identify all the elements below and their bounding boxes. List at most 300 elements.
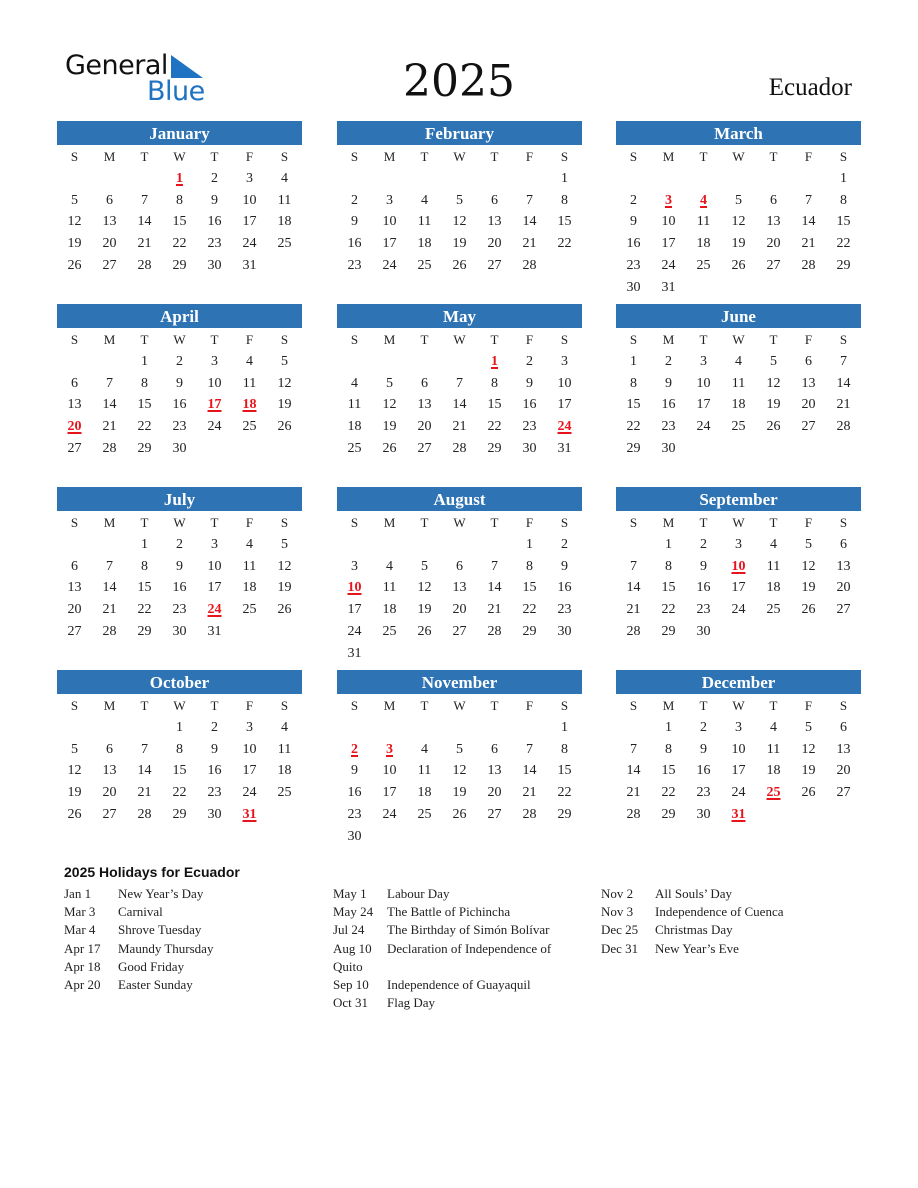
day-cell: 25 (382, 623, 397, 639)
day-cell: 2 (526, 354, 533, 369)
holiday-name-continuation: Quito (333, 958, 363, 974)
day-cell: 20 (67, 602, 82, 618)
day-cell: 22 (626, 419, 641, 435)
empty-day-cell (721, 621, 756, 643)
holiday-list-item (333, 994, 551, 1012)
day-cell: 28 (836, 419, 851, 435)
day-cell: 18 (696, 236, 711, 252)
day-cell: 5 (456, 192, 463, 208)
day-cell: 19 (452, 236, 467, 252)
empty-day-cell (197, 438, 232, 460)
day-cell: 15 (661, 580, 676, 596)
week-row (337, 577, 582, 599)
weekday-label: F (525, 515, 534, 531)
day-cell: 25 (277, 785, 292, 801)
day-cell: 10 (242, 741, 257, 757)
day-cell: 26 (731, 257, 746, 273)
weekday-label: F (245, 515, 254, 531)
day-cell: 1 (141, 354, 148, 369)
empty-day-cell (791, 804, 826, 826)
day-cell: 3 (561, 354, 568, 369)
week-row (337, 621, 582, 643)
weekday-label: S (280, 149, 289, 165)
week-row (337, 168, 582, 190)
week-row (616, 438, 861, 460)
day-cell: 20 (102, 236, 117, 252)
empty-day-cell (267, 438, 302, 460)
day-cell: 19 (67, 785, 82, 801)
empty-day-cell (57, 351, 92, 373)
empty-day-cell (547, 643, 582, 665)
weekday-label: F (804, 149, 813, 165)
day-cell: 7 (526, 192, 533, 208)
weekday-label: T (769, 515, 778, 531)
empty-day-cell (92, 168, 127, 190)
day-cell: 31 (207, 623, 222, 639)
day-cell: 19 (801, 763, 816, 779)
day-cell: 27 (836, 602, 851, 618)
holiday-day-cell: 31 (242, 806, 257, 822)
week-row (337, 373, 582, 395)
day-cell: 10 (242, 192, 257, 208)
day-cell: 28 (626, 806, 641, 822)
week-row (57, 351, 302, 373)
day-cell: 22 (557, 785, 572, 801)
day-cell: 21 (137, 236, 152, 252)
weekday-label: S (350, 332, 359, 348)
day-cell: 4 (770, 720, 777, 735)
day-cell: 8 (561, 741, 568, 757)
day-cell: 27 (487, 806, 502, 822)
week-row (337, 211, 582, 233)
empty-day-cell (442, 826, 477, 848)
week-row (57, 556, 302, 578)
weekday-label: S (560, 149, 569, 165)
holiday-day-cell: 3 (386, 741, 393, 757)
empty-day-cell (92, 351, 127, 373)
holiday-day-cell: 24 (207, 602, 222, 618)
holiday-day-cell: 17 (207, 397, 222, 413)
day-cell: 21 (522, 785, 537, 801)
empty-day-cell (407, 351, 442, 373)
logo-text-blue: Blue (147, 76, 205, 107)
day-cell: 16 (207, 763, 222, 779)
day-cell: 24 (382, 257, 397, 273)
weekday-label: T (769, 332, 778, 348)
holiday-date: Mar 3 (64, 904, 96, 920)
day-cell: 26 (801, 602, 816, 618)
month-december (616, 670, 861, 826)
day-cell: 20 (801, 397, 816, 413)
day-cell: 18 (382, 602, 397, 618)
empty-day-cell (337, 351, 372, 373)
day-cell: 22 (661, 785, 676, 801)
weekday-label: T (490, 332, 499, 348)
weekday-label: S (70, 149, 79, 165)
day-cell: 14 (626, 763, 641, 779)
month-header: September (616, 487, 861, 511)
holiday-name: Independence of Guayaquil (387, 977, 531, 993)
empty-day-cell (756, 804, 791, 826)
day-cell: 4 (246, 354, 253, 369)
day-cell: 31 (557, 440, 572, 456)
day-cell: 22 (137, 602, 152, 618)
holiday-list-item (333, 903, 551, 921)
empty-day-cell (337, 717, 372, 739)
day-cell: 18 (417, 236, 432, 252)
day-cell: 6 (840, 537, 847, 552)
empty-day-cell (57, 717, 92, 739)
empty-day-cell (686, 277, 721, 299)
day-cell: 29 (557, 806, 572, 822)
holiday-list-item (601, 885, 784, 903)
empty-day-cell (721, 438, 756, 460)
week-row (57, 211, 302, 233)
day-cell: 2 (176, 354, 183, 369)
day-cell: 28 (522, 806, 537, 822)
day-cell: 17 (242, 763, 257, 779)
weekday-label: F (525, 149, 534, 165)
weekday-label: F (525, 698, 534, 714)
day-cell: 25 (417, 257, 432, 273)
empty-day-cell (756, 438, 791, 460)
empty-day-cell (826, 438, 861, 460)
day-cell: 18 (766, 763, 781, 779)
empty-day-cell (267, 621, 302, 643)
weekday-label: T (420, 515, 429, 531)
day-cell: 1 (665, 720, 672, 735)
week-row (57, 394, 302, 416)
month-header: May (337, 304, 582, 328)
day-cell: 23 (696, 785, 711, 801)
day-cell: 23 (522, 419, 537, 435)
day-cell: 30 (557, 623, 572, 639)
day-cell: 23 (207, 236, 222, 252)
day-cell: 14 (626, 580, 641, 596)
empty-day-cell (372, 351, 407, 373)
day-cell: 26 (452, 257, 467, 273)
day-cell: 28 (487, 623, 502, 639)
day-cell: 11 (731, 375, 746, 391)
day-cell: 12 (277, 375, 292, 391)
week-row (616, 621, 861, 643)
holiday-date: Dec 31 (601, 940, 639, 956)
day-cell: 27 (67, 623, 82, 639)
day-cell: 22 (557, 236, 572, 252)
day-cell: 30 (696, 806, 711, 822)
day-cell: 4 (421, 741, 428, 757)
holiday-list-item (64, 903, 213, 921)
day-cell: 18 (417, 785, 432, 801)
day-cell: 26 (766, 419, 781, 435)
week-row (57, 577, 302, 599)
week-row (57, 782, 302, 804)
empty-day-cell (512, 643, 547, 665)
day-cell: 30 (661, 440, 676, 456)
weekday-label: S (70, 515, 79, 531)
empty-day-cell (547, 255, 582, 277)
day-cell: 9 (700, 558, 707, 574)
day-cell: 23 (207, 785, 222, 801)
day-cell: 5 (805, 720, 812, 735)
day-cell: 3 (351, 558, 358, 574)
weekday-label: F (525, 332, 534, 348)
day-cell: 24 (731, 785, 746, 801)
day-cell: 17 (242, 214, 257, 230)
week-row (57, 190, 302, 212)
holiday-list-item (333, 976, 551, 994)
day-cell: 17 (661, 236, 676, 252)
day-cell: 27 (67, 440, 82, 456)
day-cell: 20 (487, 236, 502, 252)
day-cell: 12 (731, 214, 746, 230)
day-cell: 8 (176, 192, 183, 208)
holiday-day-cell: 1 (491, 354, 498, 369)
holiday-day-cell: 25 (766, 785, 781, 801)
weekday-label: S (839, 515, 848, 531)
weekday-label: T (699, 149, 708, 165)
holiday-name: Easter Sunday (118, 977, 193, 993)
weekday-label: W (173, 149, 186, 165)
empty-day-cell (616, 168, 651, 190)
holiday-list-item (64, 921, 213, 939)
week-row (57, 534, 302, 556)
day-cell: 6 (71, 558, 78, 574)
week-row (337, 438, 582, 460)
day-cell: 14 (836, 375, 851, 391)
empty-day-cell (686, 168, 721, 190)
day-cell: 14 (487, 580, 502, 596)
day-cell: 6 (106, 741, 113, 757)
day-cell: 13 (487, 214, 502, 230)
day-cell: 15 (626, 397, 641, 413)
day-cell: 13 (836, 558, 851, 574)
day-cell: 4 (421, 192, 428, 208)
week-row (57, 804, 302, 826)
day-cell: 25 (766, 602, 781, 618)
day-cell: 15 (137, 580, 152, 596)
day-cell: 30 (207, 257, 222, 273)
day-cell: 11 (696, 214, 711, 230)
day-cell: 11 (382, 580, 397, 596)
day-cell: 10 (557, 375, 572, 391)
weekday-label: W (453, 698, 466, 714)
weekday-label: S (629, 149, 638, 165)
day-cell: 16 (696, 580, 711, 596)
day-cell: 26 (67, 806, 82, 822)
day-cell: 9 (211, 741, 218, 757)
empty-day-cell (512, 826, 547, 848)
month-september (616, 487, 861, 643)
day-cell: 7 (840, 354, 847, 369)
week-row (616, 233, 861, 255)
empty-day-cell (791, 277, 826, 299)
month-july (57, 487, 302, 643)
empty-day-cell (267, 804, 302, 826)
empty-day-cell (57, 168, 92, 190)
holiday-list-item (333, 940, 551, 958)
weekday-label: T (210, 698, 219, 714)
day-cell: 16 (172, 580, 187, 596)
day-cell: 14 (522, 214, 537, 230)
day-cell: 5 (281, 354, 288, 369)
empty-day-cell (372, 534, 407, 556)
holiday-day-cell: 24 (557, 419, 572, 435)
day-cell: 7 (106, 375, 113, 391)
day-cell: 3 (211, 354, 218, 369)
empty-day-cell (127, 717, 162, 739)
week-row (616, 599, 861, 621)
day-cell: 27 (487, 257, 502, 273)
empty-day-cell (826, 804, 861, 826)
day-cell: 25 (731, 419, 746, 435)
week-row (616, 255, 861, 277)
day-cell: 14 (137, 214, 152, 230)
holiday-list-item (333, 921, 551, 939)
day-cell: 13 (67, 397, 82, 413)
day-cell: 21 (102, 419, 117, 435)
day-cell: 21 (452, 419, 467, 435)
day-cell: 3 (386, 192, 393, 208)
day-cell: 6 (840, 720, 847, 735)
weekday-label: T (210, 515, 219, 531)
empty-day-cell (616, 534, 651, 556)
holiday-date: Apr 18 (64, 958, 101, 974)
day-cell: 19 (766, 397, 781, 413)
day-cell: 21 (626, 785, 641, 801)
day-cell: 30 (522, 440, 537, 456)
day-cell: 12 (67, 763, 82, 779)
week-row (337, 394, 582, 416)
day-cell: 9 (561, 558, 568, 574)
day-cell: 4 (246, 537, 253, 552)
empty-day-cell (651, 168, 686, 190)
logo-text-general: General (65, 50, 168, 81)
weekday-label: T (490, 515, 499, 531)
day-cell: 13 (801, 375, 816, 391)
day-cell: 19 (801, 580, 816, 596)
holiday-name: All Souls’ Day (655, 886, 733, 901)
day-cell: 1 (176, 720, 183, 735)
holiday-list-item (601, 903, 784, 921)
day-cell: 1 (141, 537, 148, 552)
empty-day-cell (372, 643, 407, 665)
day-cell: 6 (805, 354, 812, 369)
day-cell: 13 (67, 580, 82, 596)
day-cell: 25 (242, 419, 257, 435)
weekday-label: F (804, 698, 813, 714)
day-cell: 24 (242, 785, 257, 801)
day-cell: 17 (382, 236, 397, 252)
day-cell: 3 (700, 354, 707, 369)
day-cell: 19 (417, 602, 432, 618)
day-cell: 23 (347, 257, 362, 273)
day-cell: 28 (626, 623, 641, 639)
day-cell: 4 (386, 558, 393, 574)
day-cell: 23 (347, 806, 362, 822)
day-cell: 12 (67, 214, 82, 230)
day-cell: 7 (141, 192, 148, 208)
empty-day-cell (721, 168, 756, 190)
week-row (337, 255, 582, 277)
day-cell: 25 (277, 236, 292, 252)
day-cell: 13 (487, 763, 502, 779)
day-cell: 30 (207, 806, 222, 822)
holiday-date: Jan 1 (64, 886, 92, 901)
empty-day-cell (442, 717, 477, 739)
day-cell: 9 (351, 214, 358, 230)
week-row (337, 826, 582, 848)
day-cell: 10 (731, 741, 746, 757)
day-cell: 9 (630, 214, 637, 230)
day-cell: 29 (661, 623, 676, 639)
week-row (616, 534, 861, 556)
day-cell: 8 (561, 192, 568, 208)
week-row (616, 394, 861, 416)
weekday-label: M (103, 515, 116, 531)
day-cell: 22 (487, 419, 502, 435)
day-cell: 24 (382, 806, 397, 822)
empty-day-cell (442, 534, 477, 556)
empty-day-cell (477, 534, 512, 556)
empty-day-cell (407, 826, 442, 848)
day-cell: 15 (137, 397, 152, 413)
day-cell: 26 (277, 419, 292, 435)
day-cell: 14 (452, 397, 467, 413)
day-cell: 13 (452, 580, 467, 596)
day-cell: 28 (102, 623, 117, 639)
day-cell: 8 (141, 375, 148, 391)
empty-day-cell (92, 534, 127, 556)
day-cell: 2 (211, 720, 218, 735)
holiday-day-cell: 31 (731, 806, 746, 822)
day-cell: 25 (242, 602, 257, 618)
weekday-label: S (629, 515, 638, 531)
day-cell: 6 (456, 558, 463, 574)
day-cell: 5 (421, 558, 428, 574)
empty-day-cell (547, 826, 582, 848)
empty-day-cell (442, 351, 477, 373)
empty-day-cell (337, 168, 372, 190)
day-cell: 3 (735, 537, 742, 552)
day-cell: 14 (102, 580, 117, 596)
day-cell: 2 (561, 537, 568, 552)
month-header: December (616, 670, 861, 694)
weekday-label: W (732, 515, 745, 531)
empty-day-cell (791, 168, 826, 190)
weekday-label: M (662, 515, 675, 531)
weekday-label: M (383, 515, 396, 531)
day-cell: 18 (731, 397, 746, 413)
day-cell: 7 (630, 741, 637, 757)
weekday-label: W (173, 698, 186, 714)
holiday-name: Shrove Tuesday (118, 922, 202, 938)
day-cell: 18 (347, 419, 362, 435)
day-cell: 27 (452, 623, 467, 639)
day-cell: 4 (281, 720, 288, 735)
holiday-date: Nov 3 (601, 904, 634, 920)
day-cell: 8 (630, 375, 637, 391)
day-cell: 12 (452, 214, 467, 230)
day-cell: 18 (766, 580, 781, 596)
weekday-label: W (732, 149, 745, 165)
day-cell: 20 (836, 763, 851, 779)
day-cell: 27 (801, 419, 816, 435)
empty-day-cell (372, 717, 407, 739)
month-header: November (337, 670, 582, 694)
day-cell: 21 (137, 785, 152, 801)
week-row (616, 739, 861, 761)
